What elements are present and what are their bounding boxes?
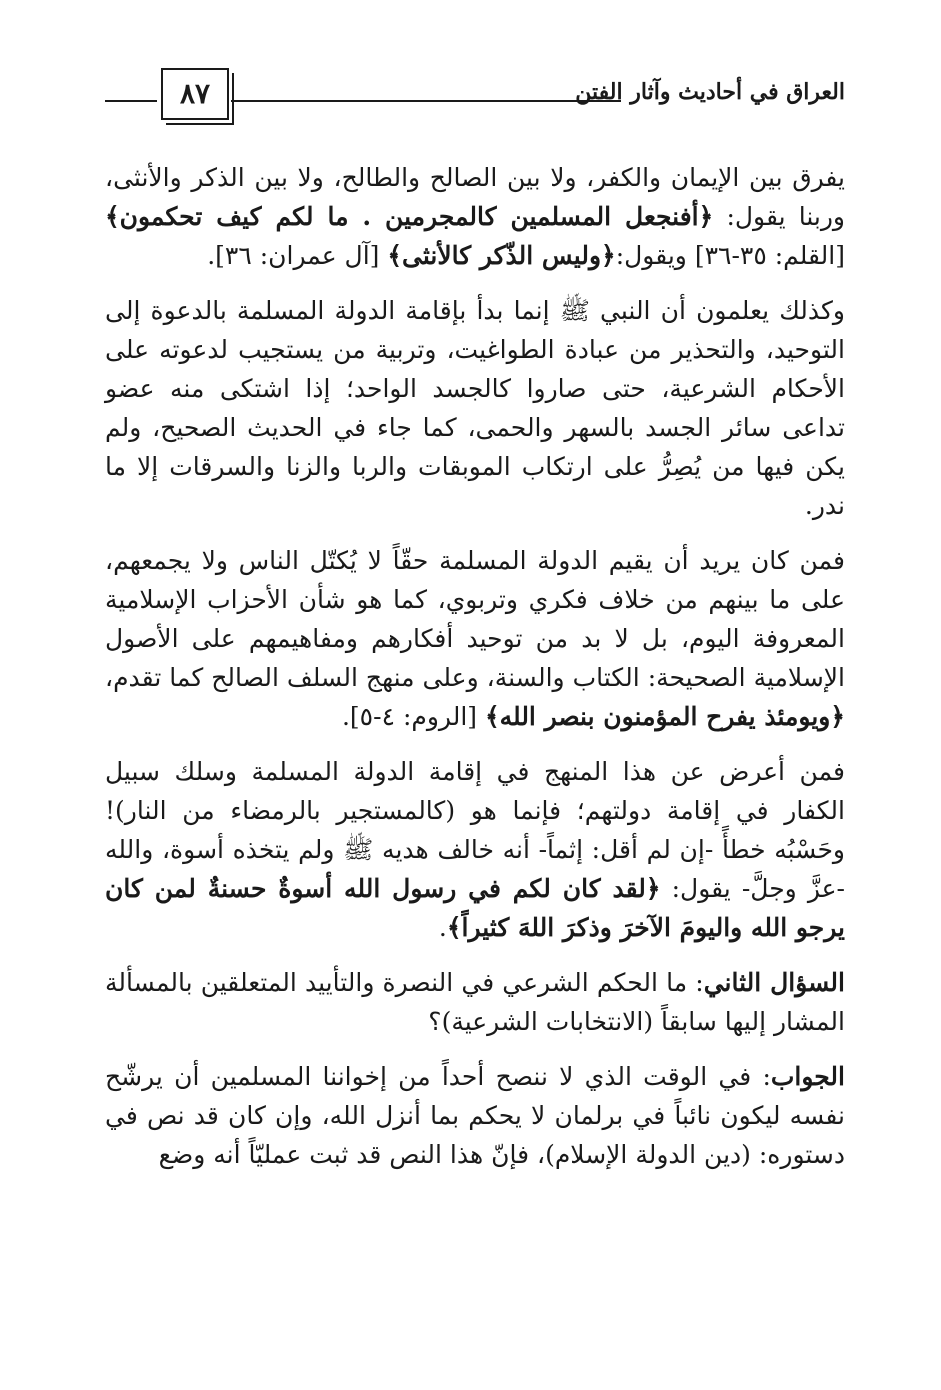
text-segment: [آل عمران: ٣٦].	[207, 241, 388, 270]
header-rule-right	[231, 100, 621, 102]
quran-verse: ﴿أفنجعل المسلمين كالمجرمين . ما لكم كيف تحكمون﴾	[105, 202, 714, 231]
text-segment: : في الوقت الذي لا ننصح أحداً من إخواننا المسلمين أن يرشّح نفسه ليكون نائباً في برلمان لا يحكم بما أنزل الله، وإن كان قد نص في دستوره: (دين الدولة الإسلام)، فإنّ هذا النص قد ثبت عمليّاً أنه وضع	[105, 1062, 845, 1169]
text-segment: يفرق بين الإيمان والكفر، ولا بين الصالح والطالح، ولا بين الذكر والأنثى، وربنا يقول:	[105, 163, 845, 231]
text-segment: : ما الحكم الشرعي في النصرة والتأييد المتعلقين بالمسألة المشار إليها سابقاً (الانتخابات الشرعية)؟	[105, 968, 845, 1036]
text-segment: فمن أعرض عن هذا المنهج في إقامة الدولة المسلمة وسلك سبيل الكفار في إقامة دولتهم؛ فإنما هو (كالمستجير بالرمضاء من النار)! وحَسْبُه خطأً -إن لم أقل: إثماً- أنه خالف هديه ﷺ ولم يتخذه أسوة، والله -عزَّ وجلَّ- يقول:	[105, 757, 846, 903]
lead-term: السؤال الثاني	[703, 968, 845, 997]
text-segment: .	[438, 913, 447, 942]
page-number-box	[161, 68, 229, 120]
text-segment: وكذلك يعلمون أن النبي ﷺ إنما بدأ بإقامة الدولة المسلمة بالدعوة إلى التوحيد، والتحذير من عبادة الطواغيت، وتربية من يستجيب لدعوته على الأحكام الشرعية، حتى صاروا كالجسد الواحد؛ إذا اشتكى منه عضو تداعى سائر الجسد بالسهر والحمى، كما جاء في الحديث الصحيح، ولم يكن فيها من يُصِرُّ على ارتكاب الموبقات والربا والزنا والسرقات إلا ما ندر.	[105, 296, 845, 520]
paragraph	[105, 541, 845, 736]
page-header	[105, 68, 845, 128]
paragraph	[105, 158, 845, 275]
quran-verse: ﴿لقد كان لكم في رسول الله أسوةٌ حسنةٌ لمن كان يرجو الله واليومَ الآخرَ وذكرَ اللهَ كثيراً﴾	[105, 874, 845, 942]
paragraph	[105, 963, 845, 1041]
lead-term: الجواب	[770, 1062, 845, 1091]
text-segment: [الروم: ٤-٥].	[341, 702, 485, 731]
text-segment: فمن كان يريد أن يقيم الدولة المسلمة حقّاً لا يُكتّل الناس ولا يجمعهم، على ما بينهم من خلاف فكري وتربوي، كما هو شأن الأحزاب الإسلامية المعروفة اليوم، بل لا بد من توحيد أفكارهم ومفاهيمهم على الأصول الإسلامية الصحيحة: الكتاب والسنة، وعلى منهج السلف الصالح كما تقدم،	[105, 546, 846, 692]
paragraph	[105, 1057, 845, 1174]
book-title: العراق في أحاديث وآثار الفتن	[575, 79, 845, 105]
quran-verse: ﴿ويومئذ يفرح المؤمنون بنصر الله﴾	[484, 702, 845, 731]
page-number: ٨٧	[179, 77, 211, 110]
paragraph	[105, 752, 845, 947]
text-segment: [القلم: ٣٥-٣٦] ويقول:	[615, 241, 845, 270]
quran-verse: ﴿وليس الذّكر كالأنثى﴾	[387, 241, 616, 270]
paragraph	[105, 291, 845, 525]
page-body	[105, 158, 845, 1174]
header-rule-left	[105, 100, 157, 102]
